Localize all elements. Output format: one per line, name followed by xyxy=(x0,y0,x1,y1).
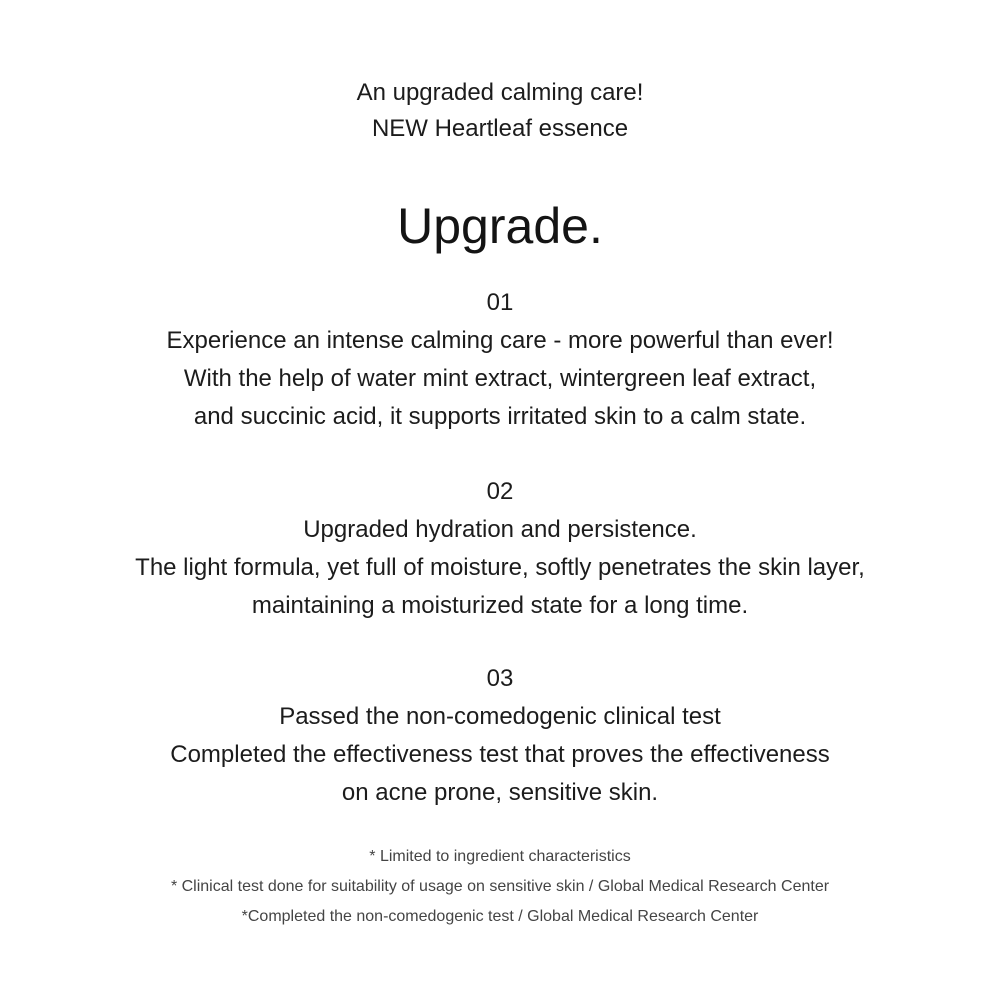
section-line: Upgraded hydration and persistence. xyxy=(303,516,697,543)
intro-tagline: An upgraded calming care! xyxy=(356,79,644,106)
footnote: *Completed the non-comedogenic test / Global Medical Research Center xyxy=(241,908,759,925)
section-line: Passed the non-comedogenic clinical test xyxy=(279,703,721,730)
section-line: and succinic acid, it supports irritated skin to a calm state. xyxy=(193,403,807,430)
section-line: on acne prone, sensitive skin. xyxy=(341,779,659,806)
section-line: With the help of water mint extract, wintergreen leaf extract, xyxy=(183,365,817,392)
footnotes xyxy=(0,842,1000,932)
section-line: Experience an intense calming care - more powerful than ever! xyxy=(166,327,834,354)
section-number: 02 xyxy=(486,478,514,505)
section-number: 01 xyxy=(486,289,514,316)
section-line: Completed the effectiveness test that proves the effectiveness xyxy=(170,741,830,768)
intro-block xyxy=(0,75,1000,147)
section-line: maintaining a moisturized state for a long time. xyxy=(251,592,749,619)
headline: Upgrade. xyxy=(397,198,603,254)
section-number: 03 xyxy=(486,665,514,692)
feature-section-01 xyxy=(0,284,1000,436)
feature-section-02 xyxy=(0,473,1000,625)
footnote: * Clinical test done for suitability of usage on sensitive skin / Global Medical Research Center xyxy=(170,878,830,895)
section-line: The light formula, yet full of moisture, softly penetrates the skin layer, xyxy=(135,554,865,581)
footnote: * Limited to ingredient characteristics xyxy=(369,848,631,865)
feature-section-03 xyxy=(0,660,1000,812)
intro-product-name: NEW Heartleaf essence xyxy=(371,115,629,142)
